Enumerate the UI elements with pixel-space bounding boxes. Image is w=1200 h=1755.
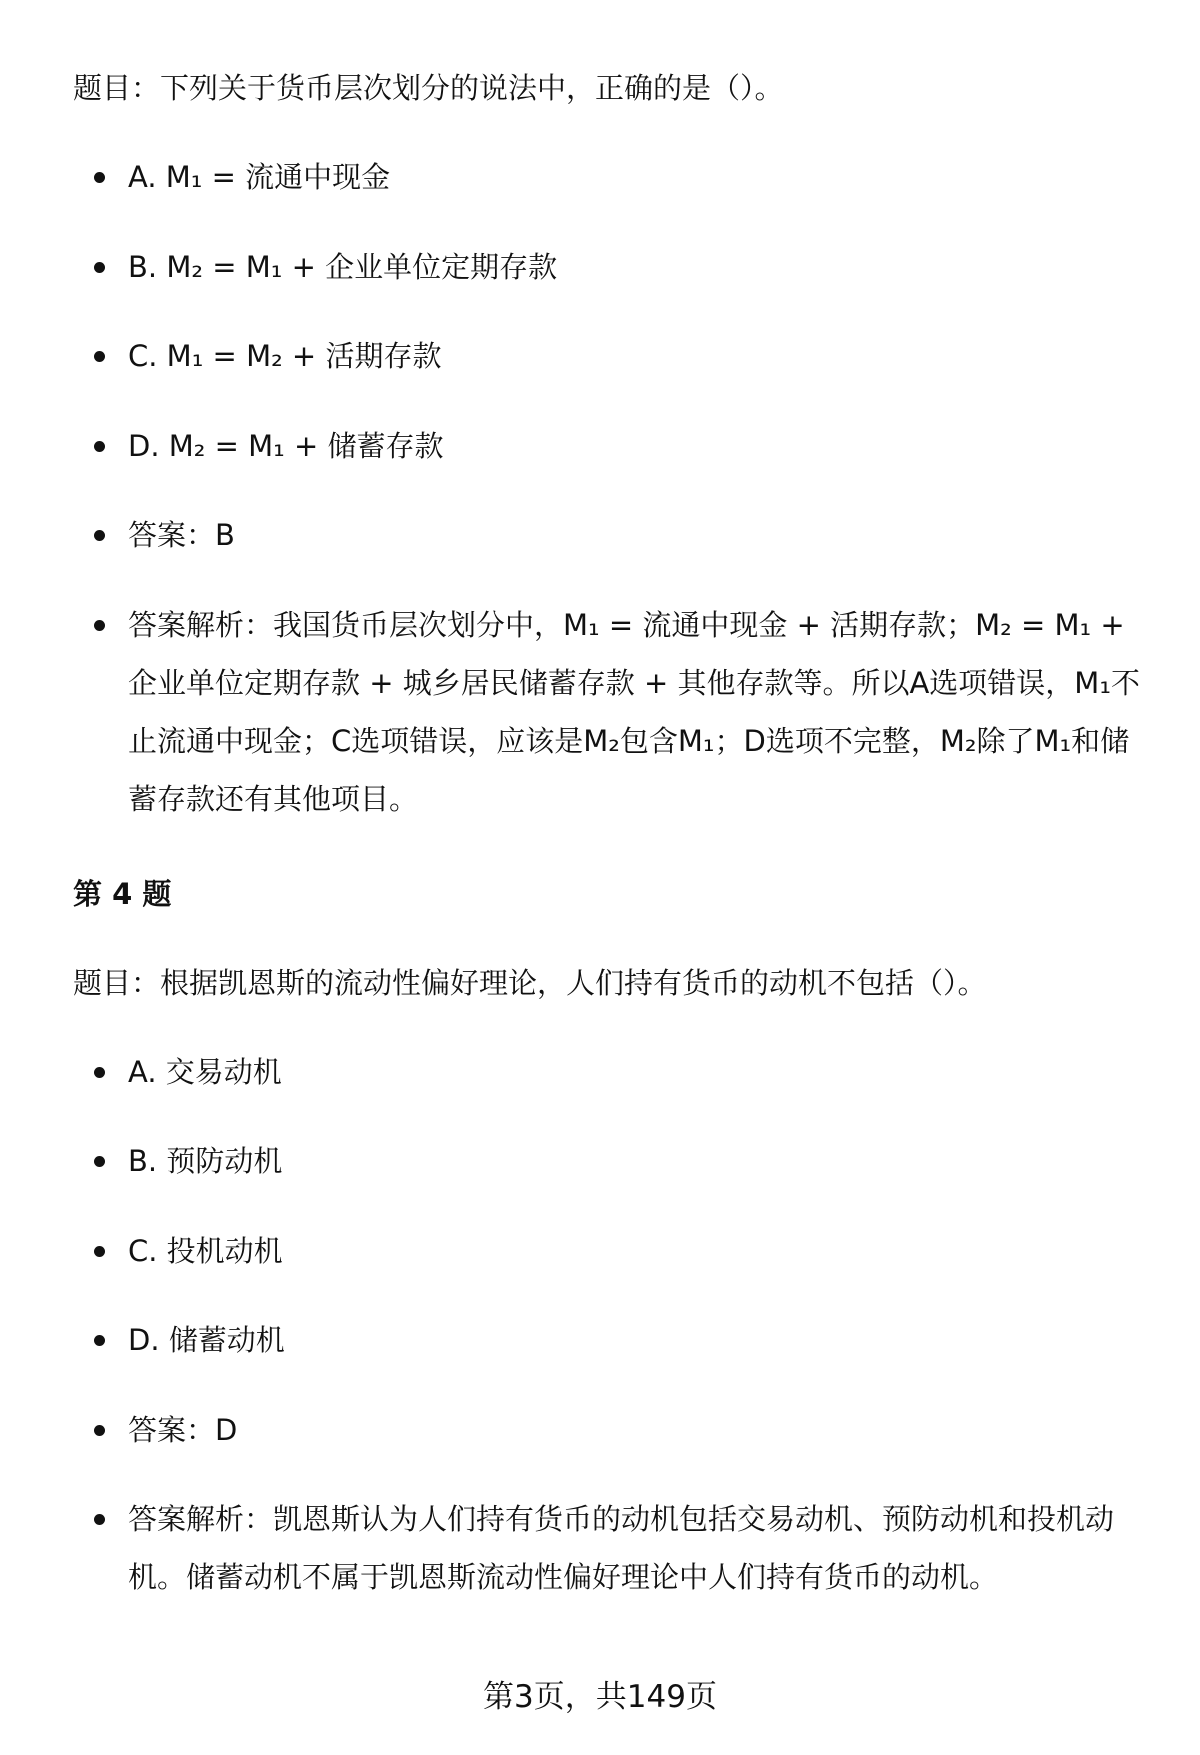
bullet-icon <box>94 1067 105 1078</box>
explanation-text: 答案解析：我国货币层次划分中，M₁ = 流通中现金 + 活期存款；M₂ = M₁ + 企业单位定期存款 + 城乡居民储蓄存款 + 其他存款等。所以A选项错误，M₁不止流通中现金；C选项错误，应该是M₂包含M₁；D选项不完整，M₂除了M₁和储蓄存款还有其他项目。 <box>128 608 1140 816</box>
answer-text: 答案：D <box>128 1413 238 1447</box>
option-text: A. M₁ = 流通中现金 <box>128 160 391 194</box>
bullet-icon <box>94 262 105 273</box>
bullet-icon <box>94 620 105 631</box>
answer-text: 答案：B <box>128 518 235 552</box>
option-text: B. 预防动机 <box>128 1144 283 1178</box>
option-text: C. M₁ = M₂ + 活期存款 <box>128 339 442 373</box>
option-item <box>128 1043 1148 1101</box>
bullet-icon <box>94 441 105 452</box>
bullet-icon <box>94 530 105 541</box>
bullet-icon <box>94 1156 105 1167</box>
option-item <box>128 417 1148 475</box>
option-item <box>128 148 1148 206</box>
bullet-icon <box>94 1514 105 1525</box>
answer-item <box>128 506 1148 564</box>
answer-item <box>128 1401 1148 1459</box>
question-3-text: 题目：下列关于货币层次划分的说法中，正确的是（）。 <box>73 71 784 105</box>
option-text: B. M₂ = M₁ + 企业单位定期存款 <box>128 250 558 284</box>
option-text: D. 储蓄动机 <box>128 1323 285 1357</box>
option-item <box>128 1311 1148 1369</box>
option-text: C. 投机动机 <box>128 1234 283 1268</box>
option-text: D. M₂ = M₁ + 储蓄存款 <box>128 429 444 463</box>
option-item <box>128 238 1148 296</box>
option-item <box>128 1132 1148 1190</box>
bullet-icon <box>94 1335 105 1346</box>
question-4-text: 题目：根据凯恩斯的流动性偏好理论，人们持有货币的动机不包括（）。 <box>73 966 987 1000</box>
bullet-icon <box>94 172 105 183</box>
explanation-item <box>128 596 1148 828</box>
option-text: A. 交易动机 <box>128 1055 282 1089</box>
bullet-icon <box>94 351 105 362</box>
explanation-text: 答案解析：凯恩斯认为人们持有货币的动机包括交易动机、预防动机和投机动机。储蓄动机不属于凯恩斯流动性偏好理论中人们持有货币的动机。 <box>128 1502 1115 1594</box>
question-4-heading: 第 4 题 <box>73 877 172 911</box>
option-item <box>128 1222 1148 1280</box>
option-item <box>128 327 1148 385</box>
bullet-icon <box>94 1246 105 1257</box>
explanation-item <box>128 1490 1148 1606</box>
bullet-icon <box>94 1425 105 1436</box>
page-number: 第3页，共149页 <box>483 1679 717 1715</box>
